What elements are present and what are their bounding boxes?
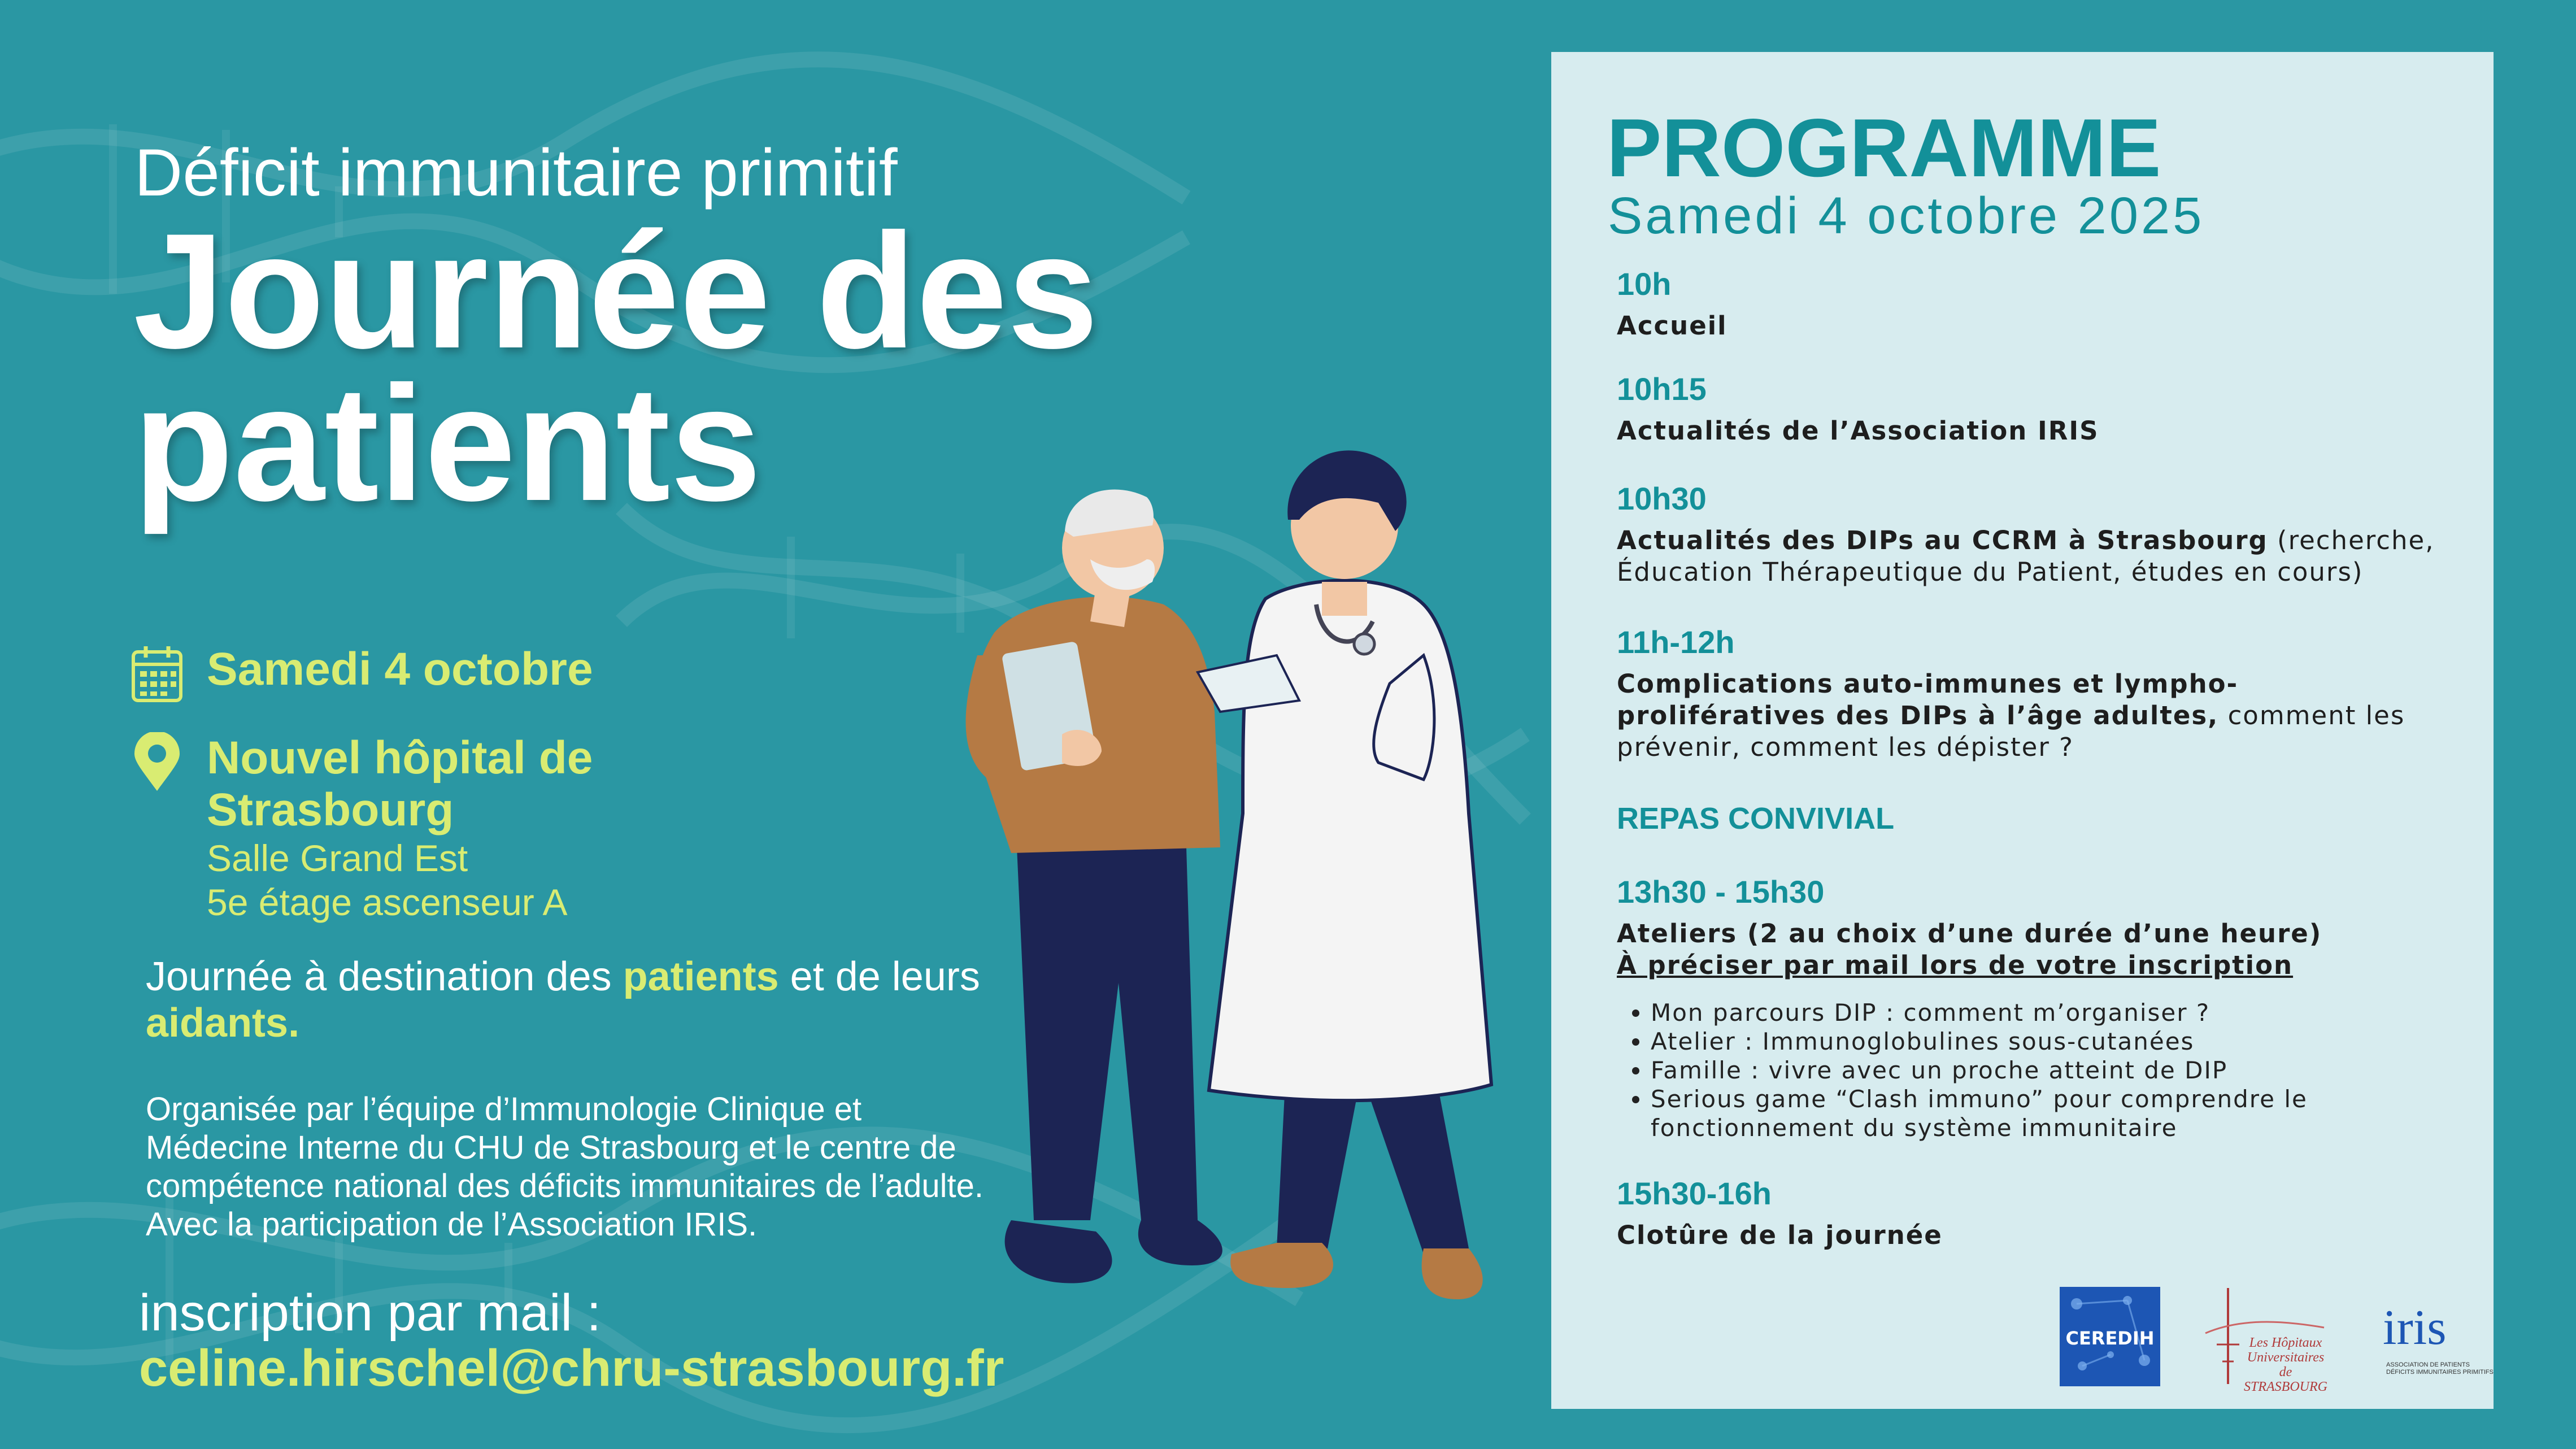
programme-item — [1617, 1175, 2447, 1251]
intro-patients: patients — [623, 954, 779, 999]
title-line-2: patients — [133, 352, 762, 535]
list-item: • Famille : vivre avec un proche atteint de DIP — [1651, 1056, 2447, 1085]
list-item: • Mon parcours DIP : comment m’organiser ? — [1651, 998, 2447, 1027]
programme-item-desc: Actualités de l’Association IRIS — [1617, 416, 2099, 446]
location-name-2: Strasbourg — [207, 784, 454, 836]
programme-item-time: 10h15 — [1617, 371, 1707, 407]
programme-item — [1617, 873, 2447, 1142]
inscription-email-link[interactable]: celine.hirschel@chru-strasbourg.fr — [139, 1339, 1004, 1397]
programme-item-desc: Complications auto-immunes et lympho-prolifératives des DIPs à l’âge adultes, comment les prévenir, comment les dépister ? — [1617, 669, 2405, 762]
programme-item — [1617, 371, 2447, 447]
location-room: Salle Grand Est — [207, 837, 468, 879]
list-item: • Atelier : Immunoglobulines sous-cutanées — [1651, 1027, 2447, 1056]
programme-item-time: 11h-12h — [1617, 624, 1735, 660]
doctor-figure — [1198, 450, 1491, 1299]
intro-text — [146, 954, 993, 1046]
intro-part-1: Journée à destination des — [146, 954, 623, 999]
calendar-icon — [130, 643, 184, 705]
location-pin-icon — [130, 732, 184, 794]
intro-aidants: aidants. — [146, 1000, 300, 1046]
subtitle: Déficit immunitaire primitif — [134, 136, 898, 210]
programme-item-desc: Actualités des DIPs au CCRM à Strasbourg (recherche, Éducation Thérapeutique du Patient, études en cours) — [1617, 525, 2435, 587]
workshop-list — [1617, 998, 2447, 1142]
hus-logo: Les Hôpitaux Universitaires de STRASBOURG — [2194, 1277, 2330, 1390]
list-item: • Serious game “Clash immuno” pour comprendre le fonctionnement du système immunitaire — [1651, 1085, 2447, 1142]
programme-item-time: 10h30 — [1617, 481, 1707, 516]
iris-logo: iris ASSOCIATION DE PATIENTS DÉFICITS IMMUNITAIRES PRIMITIFS — [2383, 1300, 2494, 1376]
patient-doctor-illustration — [926, 418, 1548, 1356]
programme-item — [1617, 480, 2447, 588]
event-date — [130, 643, 593, 705]
programme-item-time: 15h30-16h — [1617, 1176, 1772, 1211]
programme-heading: PROGRAMME — [1607, 102, 2161, 194]
programme-item-desc: Clotûre de la journée — [1617, 1220, 1943, 1250]
programme-item-time: 10h — [1617, 266, 1672, 302]
programme-item-desc: Accueil — [1617, 311, 1728, 341]
location-floor: 5e étage ascenseur A — [207, 881, 568, 923]
inscription-block — [139, 1285, 1004, 1396]
programme-item — [1617, 266, 2447, 342]
ceredih-logo: CEREDIH — [2060, 1287, 2160, 1386]
location-name-1: Nouvel hôpital de — [207, 732, 593, 784]
event-location — [130, 732, 593, 924]
programme-date: Samedi 4 octobre 2025 — [1608, 187, 2205, 245]
programme-item — [1617, 624, 2447, 763]
patient-figure — [966, 490, 1222, 1283]
title-line-1: Journée des — [133, 199, 1099, 382]
inscription-label: inscription par mail : — [139, 1284, 602, 1342]
intro-part-2: et de leurs — [778, 954, 980, 999]
lunch-break: REPAS CONVIVIAL — [1617, 802, 1895, 836]
programme-item-time: 13h30 - 15h30 — [1617, 874, 1825, 910]
inscription-note: À préciser par mail lors de votre inscription — [1617, 950, 2294, 980]
programme-item-desc: Ateliers (2 au choix d’une durée d’une heure) À préciser par mail lors de votre inscription — [1617, 919, 2322, 980]
organizers-text: Organisée par l’équipe d’Immunologie Clinique et Médecine Interne du CHU de Strasbourg et le centre de compétence national des déficits immunitaires de l’adulte. Avec la participation de l’Association IRIS. — [146, 1091, 984, 1243]
event-date-text: Samedi 4 octobre — [207, 643, 593, 695]
